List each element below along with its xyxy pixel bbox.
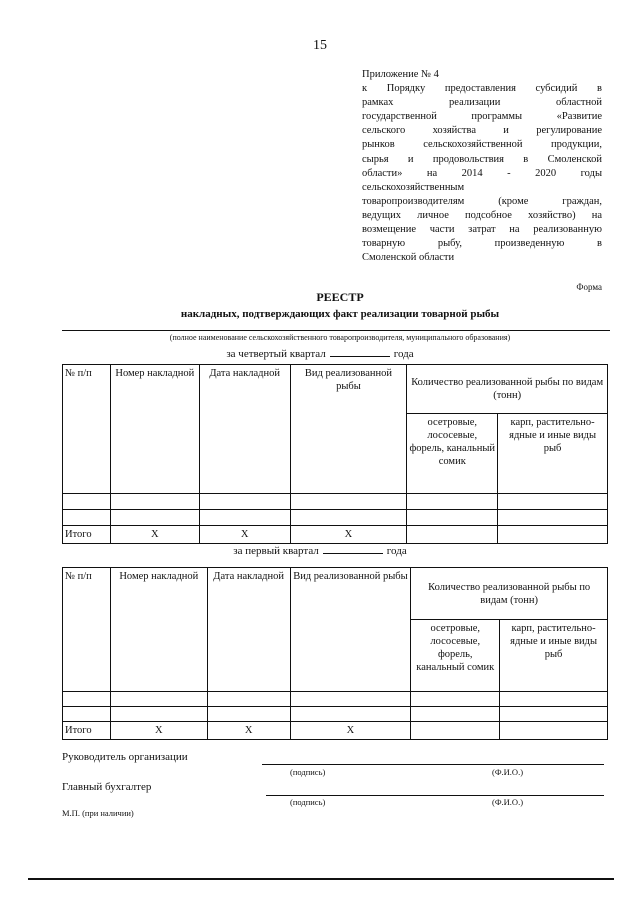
col-header-quantity: Количество реализованной рыбы по видам (тонн) xyxy=(411,568,608,620)
cell[interactable] xyxy=(498,510,608,526)
subcol-carp: карп, растительно-ядные и иные виды рыб xyxy=(500,620,608,692)
accountant-signature-line[interactable] xyxy=(266,795,604,796)
cell[interactable] xyxy=(407,510,498,526)
quarter-prefix: за первый квартал xyxy=(233,545,319,557)
cell[interactable] xyxy=(290,707,411,722)
cell[interactable] xyxy=(63,707,111,722)
cell[interactable] xyxy=(290,692,411,707)
appendix-line: ведущих личное подсобное хозяйство) на xyxy=(362,209,602,221)
cell[interactable] xyxy=(498,494,608,510)
col-header-invoice: Номер накладной xyxy=(110,365,199,494)
col-header-fish-type: Вид реализованной рыбы xyxy=(290,365,407,494)
quarter-suffix: года xyxy=(393,348,414,360)
register-table-1 xyxy=(62,364,608,544)
table-row xyxy=(63,692,608,707)
x-mark: Х xyxy=(290,526,407,544)
col-header-date: Дата накладной xyxy=(207,568,290,692)
table-row xyxy=(63,707,608,722)
appendix-line: к Порядку предоставления субсидий в xyxy=(362,83,602,95)
cell[interactable] xyxy=(500,692,608,707)
subcol-carp: карп, растительно-ядные и иные виды рыб xyxy=(498,414,608,494)
cell[interactable] xyxy=(407,494,498,510)
x-mark: Х xyxy=(199,526,290,544)
cell[interactable] xyxy=(63,510,111,526)
cell[interactable] xyxy=(199,494,290,510)
appendix-line: государственной программы «Развитие xyxy=(362,111,602,123)
document-subtitle: накладных, подтверждающих факт реализации товарной рыбы xyxy=(180,308,500,320)
cell[interactable] xyxy=(407,526,498,544)
cell[interactable] xyxy=(290,494,407,510)
signature-caption: (подпись) xyxy=(290,767,326,777)
head-of-organization-label: Руководитель организации xyxy=(62,751,188,763)
cell[interactable] xyxy=(110,494,199,510)
total-row xyxy=(63,526,608,544)
x-mark: Х xyxy=(207,722,290,740)
chief-accountant-label: Главный бухгалтер xyxy=(62,781,152,793)
register-table-2 xyxy=(62,567,608,740)
x-mark: Х xyxy=(110,526,199,544)
year-blank xyxy=(330,356,390,357)
appendix-line: сельского хозяйства и регулирование xyxy=(362,125,602,137)
appendix-line: области» на 2014 - 2020 годы xyxy=(362,167,602,179)
appendix-line: возмещение части затрат на реализованную xyxy=(362,224,602,236)
quarter-heading-1 xyxy=(0,348,640,360)
cell[interactable] xyxy=(110,692,207,707)
quarter-heading-2 xyxy=(0,545,640,557)
cell[interactable] xyxy=(207,692,290,707)
subcol-sturgeon: осетровые, лососевые, форель, канальный сомик xyxy=(411,620,500,692)
cell[interactable] xyxy=(411,692,500,707)
appendix-line: товаропроизводителям (кроме граждан, xyxy=(362,195,602,207)
col-header-fish-type: Вид реализованной рыбы xyxy=(290,568,411,692)
page-number: 15 xyxy=(313,38,327,53)
org-name-line xyxy=(62,330,610,331)
cell[interactable] xyxy=(63,692,111,707)
appendix-line: рынков сельскохозяйственной продукции, xyxy=(362,139,602,151)
appendix-line: товарную рыбу, произведенную в xyxy=(362,238,602,250)
appendix-line: Смоленской области xyxy=(362,252,455,264)
table-row xyxy=(63,494,608,510)
document-title: РЕЕСТР xyxy=(316,290,364,304)
cell[interactable] xyxy=(199,510,290,526)
footer-rule xyxy=(28,878,614,880)
stamp-label: М.П. (при наличии) xyxy=(62,808,134,818)
total-label: Итого xyxy=(63,526,111,544)
col-header-number: № п/п xyxy=(63,568,111,692)
year-blank xyxy=(323,553,383,554)
cell[interactable] xyxy=(498,526,608,544)
quarter-suffix: года xyxy=(386,545,407,557)
x-mark: Х xyxy=(290,722,411,740)
appendix-block xyxy=(362,68,602,265)
name-caption: (Ф.И.О.) xyxy=(492,797,524,807)
quarter-prefix: за четвертый квартал xyxy=(226,348,326,360)
table-row xyxy=(63,510,608,526)
cell[interactable] xyxy=(110,707,207,722)
col-header-invoice: Номер накладной xyxy=(110,568,207,692)
form-label: Форма xyxy=(576,282,602,292)
cell[interactable] xyxy=(500,722,608,740)
cell[interactable] xyxy=(500,707,608,722)
appendix-line: сельскохозяйственным xyxy=(362,181,465,193)
appendix-line: Приложение № 4 xyxy=(362,69,439,80)
total-row xyxy=(63,722,608,740)
appendix-line: сырья и продовольствия в Смоленской xyxy=(362,153,602,165)
org-name-caption: (полное наименование сельскохозяйственного товаропроизводителя, муниципального образования) xyxy=(169,333,511,342)
cell[interactable] xyxy=(290,510,407,526)
col-header-number: № п/п xyxy=(63,365,111,494)
col-header-quantity: Количество реализованной рыбы по видам (тонн) xyxy=(407,365,608,414)
cell[interactable] xyxy=(110,510,199,526)
cell[interactable] xyxy=(411,722,500,740)
cell[interactable] xyxy=(207,707,290,722)
col-header-date: Дата накладной xyxy=(199,365,290,494)
cell[interactable] xyxy=(63,494,111,510)
cell[interactable] xyxy=(411,707,500,722)
name-caption: (Ф.И.О.) xyxy=(492,767,524,777)
signature-caption: (подпись) xyxy=(290,797,326,807)
appendix-line: рамках реализации областной xyxy=(362,97,602,109)
total-label: Итого xyxy=(63,722,111,740)
subcol-sturgeon: осетровые, лососевые, форель, канальный сомик xyxy=(407,414,498,494)
x-mark: Х xyxy=(110,722,207,740)
head-signature-line[interactable] xyxy=(262,764,604,765)
